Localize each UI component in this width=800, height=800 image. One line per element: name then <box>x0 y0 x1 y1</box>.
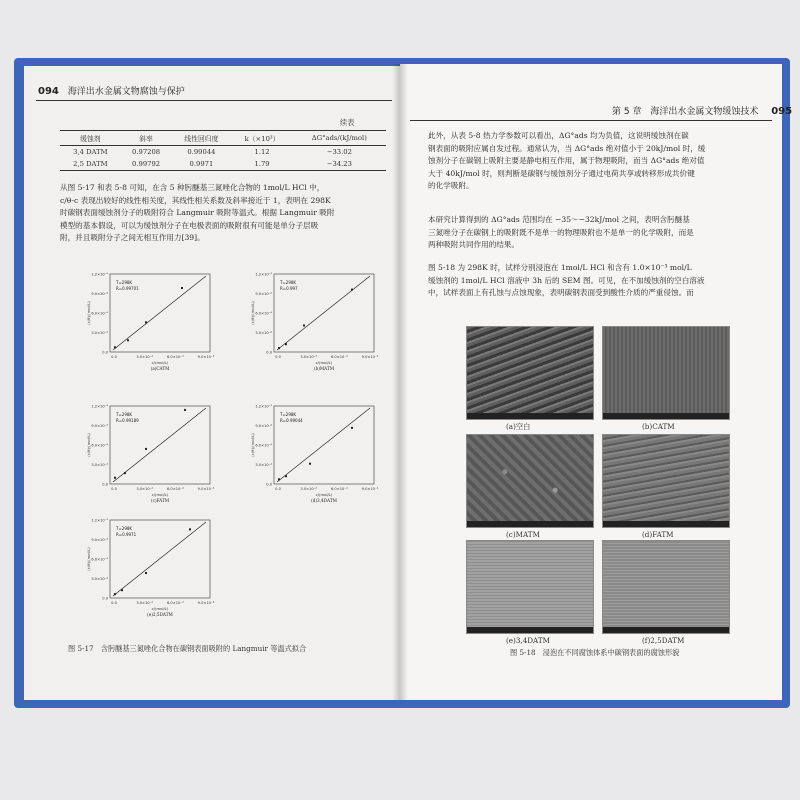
langmuir-plot <box>82 398 222 510</box>
sem-sublabel: (c)MATM <box>506 530 540 539</box>
data-point <box>303 324 305 326</box>
right-header-rule <box>410 120 772 121</box>
y-tick-label: 3.0×10⁻⁴ <box>91 331 108 335</box>
temperature-label: T=298K <box>280 280 297 285</box>
figure-5-17-caption: 图 5-17 含肟醚基三氮唑化合物在碳钢表面吸附的 Langmuir 等温式拟合 <box>68 644 307 653</box>
data-point <box>114 346 116 348</box>
temperature-label: T=298K <box>280 412 297 417</box>
x-tick-label: 9.0×10⁻⁴ <box>197 601 215 605</box>
data-point <box>145 321 147 323</box>
r-value-label: R=0.99701 <box>116 286 139 291</box>
sem-info-bar <box>467 627 593 633</box>
sem-image <box>466 540 594 634</box>
right-paragraph-3 <box>428 262 768 300</box>
table-header-cell: 缓蚀剂 <box>80 135 101 143</box>
x-axis-label: c/(mol/L) <box>315 492 333 497</box>
x-tick-label: 9.0×10⁻⁴ <box>197 355 215 359</box>
r-value-label: R=0.99044 <box>280 418 303 423</box>
table-header-cell: k（×10³） <box>244 135 280 143</box>
text-line: 钢表面的吸附应属自发过程。通常认为，当 ΔG°ads 绝对值小于 20kJ/mol 时，缓 <box>428 143 706 153</box>
left-running-title: 海洋出水金属文物腐蚀与保护 <box>67 87 185 97</box>
text-line: 从图 5-17 和表 5-8 可知，在含 5 种肟醚基三氮唑化合物的 1mol/L HCl 中， <box>60 183 325 192</box>
sem-info-bar <box>603 521 729 527</box>
data-point <box>121 589 123 591</box>
y-tick-label: 6.0×10⁻⁴ <box>255 311 272 316</box>
sem-image <box>466 326 594 420</box>
y-tick-label: 1.2×10⁻³ <box>91 518 108 523</box>
table-header-cell: ΔG°ads/(kJ/mol) <box>311 134 367 142</box>
y-axis-label: (c/θ)/(mol/L) <box>86 547 91 571</box>
plot-sublabel: (d)3,4DATM <box>311 498 337 503</box>
text-line: 时碳钢表面缓蚀剂分子的吸附符合 Langmuir 吸附等温式。根据 Langmuir 吸附 <box>60 208 335 218</box>
text-line: 两种吸附共同作用的结果。 <box>428 240 520 250</box>
plot-sublabel: (c)FATM <box>150 498 170 503</box>
y-tick-label: 0.0 <box>266 350 272 355</box>
data-point <box>181 287 183 289</box>
data-point <box>145 448 147 450</box>
y-tick-label: 1.2×10⁻³ <box>255 272 272 277</box>
x-axis-label: c/(mol/L) <box>151 360 169 365</box>
x-tick-label: 9.0×10⁻⁴ <box>361 355 379 359</box>
x-tick-label: 6.0×10⁻⁴ <box>331 355 348 359</box>
table-cell: 0.9971 <box>189 160 214 168</box>
right-page-number: 095 <box>771 106 793 117</box>
plot-sublabel: (a)CATM <box>150 366 170 371</box>
data-point <box>278 478 280 480</box>
text-line: 附，并且吸附分子之间无相互作用力[39]。 <box>60 233 205 243</box>
data-point <box>114 593 116 595</box>
plot-sublabel: (b)MATM <box>313 366 335 371</box>
x-tick-label: 6.0×10⁻⁴ <box>167 355 184 359</box>
y-tick-label: 1.2×10⁻³ <box>91 272 108 277</box>
text-line: c/θ-c 表现出较好的线性相关度，其线性相关系数及斜率接近于 1，表明在 298K <box>60 195 331 205</box>
y-tick-label: 1.2×10⁻³ <box>91 404 108 409</box>
x-tick-label: 3.0×10⁻⁴ <box>300 355 317 359</box>
table-cell: 0.99792 <box>132 160 161 168</box>
x-tick-label: 0.0 <box>111 355 117 359</box>
y-tick-label: 0.0 <box>266 482 272 487</box>
langmuir-plot <box>246 398 386 510</box>
y-tick-label: 0.0 <box>102 596 108 601</box>
sem-image <box>602 326 730 420</box>
sem-image <box>602 434 730 528</box>
y-tick-label: 6.0×10⁻⁴ <box>91 311 108 316</box>
text-line: 图 5-18 为 298K 时，试样分别浸泡在 1mol/L HCl 和含有 1.0×10⁻³ mol/L <box>428 263 692 272</box>
r-value-label: R=0.99189 <box>116 418 139 423</box>
text-line: 本研究计算得到的 ΔG°ads 范围均在 −35～−32kJ/mol 之间，表明含肟醚基 <box>428 215 690 224</box>
data-point <box>309 463 311 465</box>
right-paragraph-2 <box>428 214 768 252</box>
y-tick-label: 3.0×10⁻⁴ <box>255 463 272 467</box>
x-tick-label: 0.0 <box>111 487 117 491</box>
left-paragraph <box>60 182 390 245</box>
sem-info-bar <box>603 627 729 633</box>
y-tick-label: 3.0×10⁻⁴ <box>255 331 272 335</box>
sem-info-bar <box>467 413 593 419</box>
x-tick-label: 6.0×10⁻⁴ <box>167 601 184 605</box>
data-point <box>124 472 126 474</box>
table-cell: 1.79 <box>254 160 270 168</box>
table-cell: 3,4 DATM <box>73 148 108 156</box>
plot-sublabel: (e)2,5DATM <box>147 612 173 617</box>
table-cell: −34.23 <box>326 160 352 168</box>
langmuir-plot <box>82 512 222 624</box>
x-axis-label: c/(mol/L) <box>151 606 169 611</box>
y-tick-label: 9.0×10⁻⁴ <box>255 424 272 428</box>
r-value-label: R=0.997 <box>280 286 298 291</box>
temperature-label: T=298K <box>116 280 133 285</box>
y-tick-label: 9.0×10⁻⁴ <box>91 292 108 296</box>
x-tick-label: 3.0×10⁻⁴ <box>136 487 153 491</box>
data-point <box>114 477 116 479</box>
x-tick-label: 6.0×10⁻⁴ <box>167 487 184 491</box>
y-axis-label: (c/θ)/(mol/L) <box>86 433 91 457</box>
temperature-label: T=298K <box>116 412 133 417</box>
data-point <box>351 427 353 429</box>
y-axis-label: (c/θ)/(mol/L) <box>250 433 255 457</box>
x-tick-label: 0.0 <box>111 601 117 605</box>
langmuir-plot <box>82 266 222 378</box>
sem-info-bar <box>467 521 593 527</box>
y-axis-label: (c/θ)/(mol/L) <box>250 301 255 325</box>
right-running-title: 海洋出水金属文物缓蚀技术 <box>650 107 759 117</box>
x-tick-label: 9.0×10⁻⁴ <box>361 487 379 491</box>
table-header-cell: 线性回归度 <box>184 135 219 143</box>
text-line: 大于 40kJ/mol 时，则判断是碳钢与缓蚀剂分子通过电荷共享或转移形成共价键 <box>428 168 695 178</box>
r-value-label: R=0.9971 <box>116 532 137 537</box>
adsorption-table <box>60 130 386 171</box>
text-line: 中，试样表面上有孔蚀与点蚀现象，表明碳钢表面受到酸性介质的严重侵蚀。而 <box>428 288 694 298</box>
temperature-label: T=298K <box>116 526 133 531</box>
text-line: 此外，从表 5-8 热力学参数可以看出，ΔG°ads 均为负值，这说明缓蚀剂在碳 <box>428 131 689 140</box>
sem-sublabel: (b)CATM <box>642 422 675 431</box>
x-axis-label: c/(mol/L) <box>315 360 333 365</box>
x-tick-label: 6.0×10⁻⁴ <box>331 487 348 491</box>
right-running-header <box>612 104 792 117</box>
y-tick-label: 6.0×10⁻⁴ <box>255 443 272 448</box>
text-line: 模型的基本假设，可以为缓蚀剂分子在电极表面的吸附很有可能是单分子层吸 <box>60 220 319 230</box>
text-line: 蚀剂分子在碳钢上吸附主要是静电相互作用，属于物理吸附，而当 ΔG°ads 绝对值 <box>428 156 705 166</box>
sem-sublabel: (a)空白 <box>506 422 531 431</box>
sem-sublabel: (e)3,4DATM <box>506 636 551 645</box>
right-page <box>400 64 793 700</box>
table-cell: −33.02 <box>326 148 352 156</box>
table-header-row <box>60 131 386 146</box>
sem-info-bar <box>603 413 729 419</box>
data-point <box>184 409 186 411</box>
y-tick-label: 6.0×10⁻⁴ <box>91 443 108 448</box>
data-point <box>351 289 353 291</box>
left-header-rule <box>36 100 392 101</box>
data-point <box>278 347 280 349</box>
x-tick-label: 0.0 <box>275 487 281 491</box>
y-tick-label: 9.0×10⁻⁴ <box>255 292 272 296</box>
table-body <box>60 146 386 171</box>
x-tick-label: 3.0×10⁻⁴ <box>136 355 153 359</box>
data-point <box>285 475 287 477</box>
x-tick-label: 3.0×10⁻⁴ <box>300 487 317 491</box>
x-tick-label: 9.0×10⁻⁴ <box>197 487 215 491</box>
figure-5-18-caption: 图 5-18 浸泡在不同腐蚀体系中碳钢表面的腐蚀形貌 <box>510 648 680 657</box>
y-tick-label: 0.0 <box>102 350 108 355</box>
data-point <box>127 339 129 341</box>
chapter-label: 第 5 章 <box>612 107 642 117</box>
text-line: 三氮唑分子在碳钢上的吸附既不是单一的物理吸附也不是单一的化学吸附，而是 <box>428 227 694 237</box>
y-tick-label: 3.0×10⁻⁴ <box>91 577 108 581</box>
data-point <box>285 343 287 345</box>
sem-image <box>602 540 730 634</box>
langmuir-plot <box>246 266 386 378</box>
sem-image <box>466 434 594 528</box>
right-paragraph-1 <box>428 130 768 193</box>
x-tick-label: 3.0×10⁻⁴ <box>136 601 153 605</box>
y-tick-label: 0.0 <box>102 482 108 487</box>
x-tick-label: 0.0 <box>275 355 281 359</box>
table-cell: 1.12 <box>254 148 270 156</box>
table-header-cell: 斜率 <box>139 135 153 143</box>
book-gutter <box>392 64 408 700</box>
table-row <box>60 158 386 171</box>
table-row <box>60 146 386 159</box>
sem-sublabel: (d)FATM <box>642 530 674 539</box>
sem-sublabel: (f)2,5DATM <box>642 636 685 645</box>
table-cell: 2,5 DATM <box>73 160 108 168</box>
data-point <box>145 572 147 574</box>
x-axis-label: c/(mol/L) <box>151 492 169 497</box>
y-tick-label: 6.0×10⁻⁴ <box>91 557 108 562</box>
table-continued-label: 续表 <box>340 118 355 127</box>
table-cell: 0.99044 <box>187 148 216 156</box>
y-tick-label: 3.0×10⁻⁴ <box>91 463 108 467</box>
text-line: 的化学吸附。 <box>428 181 474 191</box>
left-running-header <box>38 84 185 97</box>
left-page-number: 094 <box>38 86 59 97</box>
left-page <box>24 66 400 700</box>
y-tick-label: 1.2×10⁻³ <box>255 404 272 409</box>
y-tick-label: 9.0×10⁻⁴ <box>91 538 108 542</box>
data-point <box>189 528 191 530</box>
text-line: 缓蚀剂的 1mol/L HCl 溶液中 3h 后的 SEM 图。可见，在不加缓蚀剂的空白溶液 <box>428 275 705 285</box>
y-tick-label: 9.0×10⁻⁴ <box>91 424 108 428</box>
table-cell: 0.97208 <box>132 148 161 156</box>
y-axis-label: (c/θ)/(mol/L) <box>86 301 91 325</box>
